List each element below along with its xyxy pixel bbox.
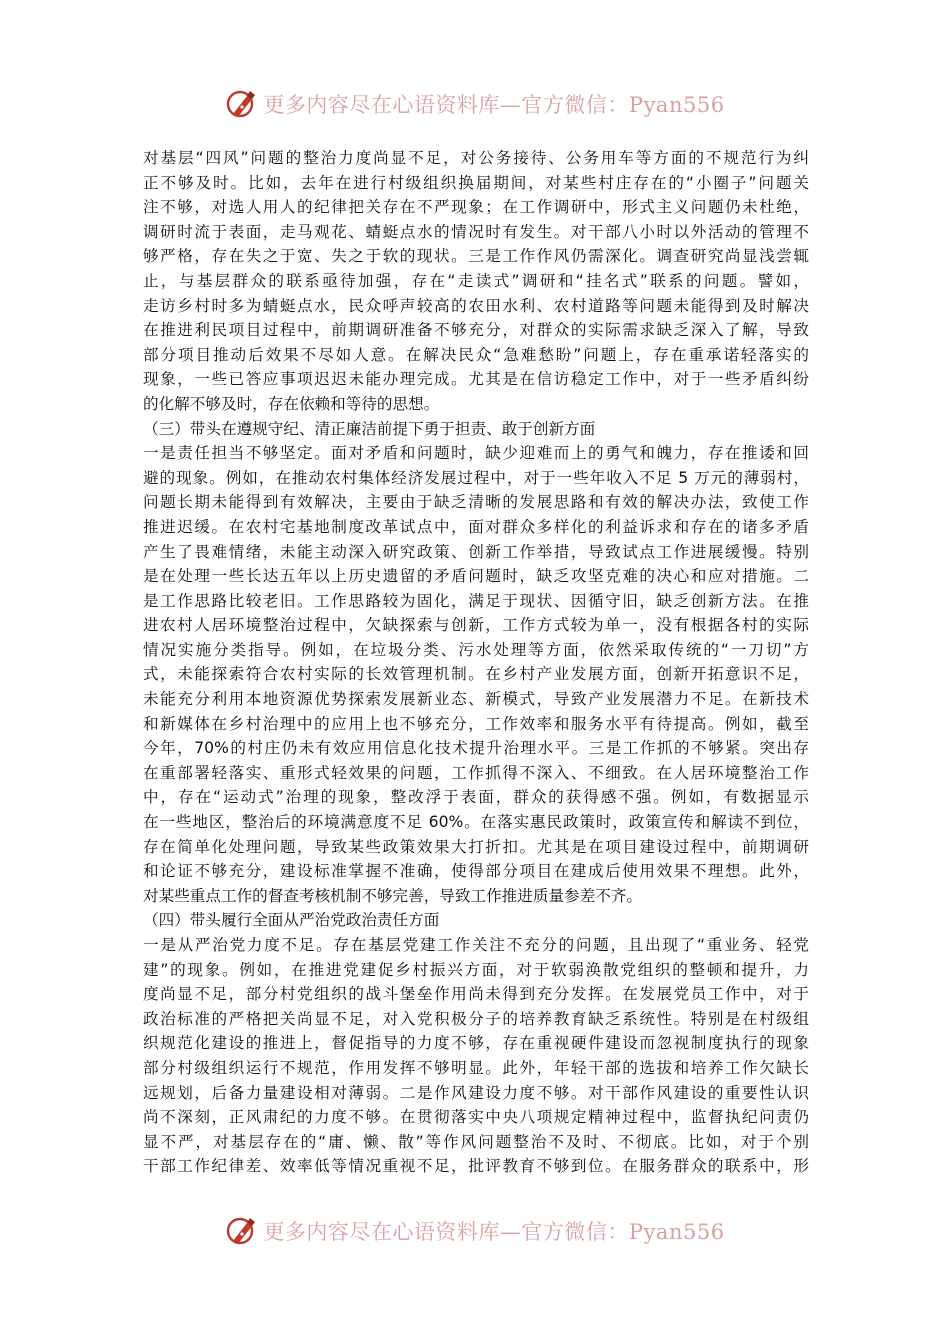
text-line: 的化解不够及时，存在依赖和等待的思想。 xyxy=(143,394,440,413)
text-line: 走访乡村时多为蜻蜓点水，民众呼声较高的农田水利、农村道路等问题未能得到及时解决 xyxy=(143,296,809,315)
text-line: 调研时流于表面，走马观花、蜻蜓点水的情况时有发生。对干部八小时以外活动的管理不 xyxy=(143,222,809,241)
text-line: 是工作思路比较老旧。工作思路较为固化，满足于现状、因循守旧，缺乏创新方法。在推 xyxy=(143,591,809,610)
text-line: 显不严，对基层存在的“庸、懒、散”等作风问题整治不及时、不彻底。比如，对于个别 xyxy=(143,1132,809,1151)
text-line: 避的现象。例如，在推动农村集体经济发展过程中，对于一些年收入不足 5 万元的薄弱村， xyxy=(143,468,809,487)
text-line: 问题长期未能得到有效解决，主要由于缺乏清晰的发展思路和有效的解决办法，致使工作 xyxy=(143,493,809,512)
text-line: 存在简单化处理问题，导致某些政策效果大打折扣。尤其是在项目建设过程中，前期调研 xyxy=(143,837,809,856)
text-line: 和新媒体在乡村治理中的应用上也不够充分，工作效率和服务水平有待提高。例如，截至 xyxy=(143,714,809,733)
text-line: 和论证不够充分，建设标准掌握不准确，使得部分项目在建成后使用效果不理想。此外， xyxy=(143,862,809,881)
text-line: 注不够，对选人用人的纪律把关存在不严现象；在工作调研中，形式主义问题仍未杜绝， xyxy=(143,198,809,217)
pen-nib-logo-icon xyxy=(225,87,259,121)
section-heading: （四）带头履行全面从严治党政治责任方面 xyxy=(143,911,440,930)
header-banner xyxy=(0,84,950,124)
text-line: 未能充分利用本地资源优势探索发展新业态、新模式，导致产业发展潜力不足。在新技术 xyxy=(143,690,809,709)
document-body xyxy=(143,146,809,1179)
text-line: 干部工作纪律差、效率低等情况重视不足，批评教育不够到位。在服务群众的联系中，形 xyxy=(143,1157,809,1176)
text-line: 一是从严治党力度不足。存在基层党建工作关注不充分的问题，且出现了“重业务、轻党 xyxy=(143,936,809,954)
banner-text: 更多内容尽在心语资料库—官方微信：Pyan556 xyxy=(263,93,725,117)
banner-text: 更多内容尽在心语资料库—官方微信：Pyan556 xyxy=(263,1220,725,1244)
section-heading: （三）带头在遵规守纪、清正廉洁前提下勇于担责、敢于创新方面 xyxy=(143,419,596,438)
text-line: 部分项目推动后效果不尽如人意。在解决民众“急难愁盼”问题上，存在重承诺轻落实的 xyxy=(143,345,809,364)
text-line: 在重部署轻落实、重形式轻效果的问题，工作抓得不深入、不细致。在人居环境整治工作 xyxy=(143,763,809,782)
text-line: 织规范化建设的推进上，督促指导的力度不够，存在重视硬件建设而忽视制度执行的现象 xyxy=(143,1034,809,1053)
text-line: 尚不深刻，正风肃纪的力度不够。在贯彻落实中央八项规定精神过程中，监督执纪问责仍 xyxy=(143,1108,809,1127)
text-line: 建”的现象。例如，在推进党建促乡村振兴方面，对于软弱涣散党组织的整顿和提升，力 xyxy=(143,960,809,979)
text-line: 在推进利民项目过程中，前期调研准备不够充分，对群众的实际需求缺乏深入了解，导致 xyxy=(143,321,809,340)
text-line: 是在处理一些长达五年以上历史遗留的矛盾问题时，缺乏攻坚克难的决心和应对措施。二 xyxy=(143,567,809,586)
text-line: 在一些地区，整治后的环境满意度不足 60%。在落实惠民政策时，政策宣传和解读不到位， xyxy=(143,813,809,832)
text-line: 度尚显不足，部分村党组织的战斗堡垒作用尚未得到充分发挥。在发展党员工作中，对于 xyxy=(143,985,809,1004)
text-line: 正不够及时。比如，去年在进行村级组织换届期间，对某些村庄存在的“小圈子”问题关 xyxy=(143,173,809,192)
text-line: 今年，70%的村庄仍未有效应用信息化技术提升治理水平。三是工作抓的不够紧。突出存 xyxy=(143,739,809,758)
text-line: 对某些重点工作的督查考核机制不够完善，导致工作推进质量参差不齐。 xyxy=(143,886,643,905)
text-line: 现象，一些已答应事项迟迟未能办理完成。尤其是在信访稳定工作中，对于一些矛盾纠纷 xyxy=(143,370,809,389)
text-line: 一是责任担当不够坚定。面对矛盾和问题时，缺少迎难而上的勇气和魄力，存在推诿和回 xyxy=(143,444,809,463)
footer-banner xyxy=(0,1211,950,1251)
text-line: 产生了畏难情绪，未能主动深入研究政策、创新工作举措，导致试点工作进展缓慢。特别 xyxy=(143,542,809,561)
text-line: 远规划，后备力量建设相对薄弱。二是作风建设力度不够。对干部作风建设的重要性认识 xyxy=(143,1083,809,1102)
text-line: 止，与基层群众的联系亟待加强，存在“走读式”调研和“挂名式”联系的问题。譬如， xyxy=(143,271,809,290)
text-line: 政治标准的严格把关尚显不足，对入党积极分子的培养教育缺乏系统性。特别是在村级组 xyxy=(143,1009,809,1028)
text-line: 对基层“四风”问题的整治力度尚显不足，对公务接待、公务用车等方面的不规范行为纠 xyxy=(143,149,809,167)
text-line: 中，存在“运动式”治理的现象，整改浮于表面，群众的获得感不强。例如，有数据显示 xyxy=(143,788,809,807)
text-line: 进农村人居环境整治过程中，欠缺探索与创新，工作方式较为单一，没有根据各村的实际 xyxy=(143,616,809,635)
text-line: 够严格，存在失之于宽、失之于软的现状。三是工作作风仍需深化。调查研究尚显浅尝辄 xyxy=(143,247,809,266)
text-line: 式，未能探索符合农村实际的长效管理机制。在乡村产业发展方面，创新开拓意识不足， xyxy=(143,665,809,684)
text-line: 部分村级组织运行不规范，作用发挥不够明显。此外，年轻干部的选拔和培养工作欠缺长 xyxy=(143,1058,809,1077)
pen-nib-logo-icon xyxy=(225,1214,259,1248)
text-line: 情况实施分类指导。例如，在垃圾分类、污水处理等方面，依然采取传统的“一刀切”方 xyxy=(143,640,809,659)
text-line: 推进迟缓。在农村宅基地制度改革试点中，面对群众多样化的利益诉求和存在的诸多矛盾 xyxy=(143,517,809,536)
